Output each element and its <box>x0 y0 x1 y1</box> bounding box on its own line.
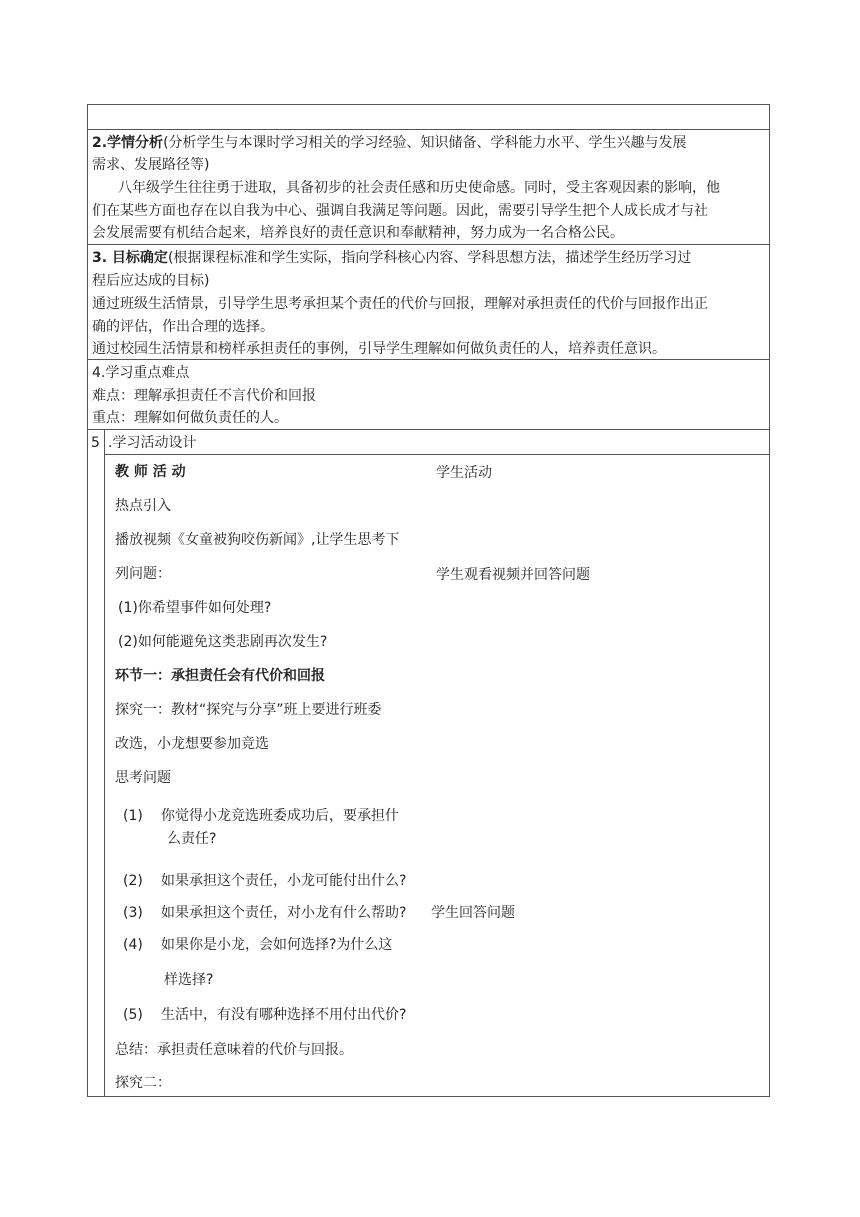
section2-body-line: 八年级学生往往勇于进取，具备初步的社会责任感和历史使命感。同时，受主客观因素的影响，他 <box>118 180 720 196</box>
teacher-section-heading: 环节一：承担责任会有代价和回报 <box>115 668 325 684</box>
section5-number: 5 <box>91 435 100 451</box>
teacher-activity-header: 教 师 活 动 <box>115 464 186 480</box>
question-number: (2) <box>123 873 143 889</box>
question-text: 如果承担这个责任，小龙可能付出什么? <box>161 873 407 889</box>
teacher-line: 列问题： <box>115 566 171 582</box>
question-text: 样选择? <box>164 972 214 988</box>
section4-key-point: 重点：理解如何做负责任的人。 <box>92 410 288 426</box>
column-divider <box>104 429 105 1097</box>
section5-title: .学习活动设计 <box>108 435 197 451</box>
teacher-line: 改选，小龙想要参加竞选 <box>115 736 269 752</box>
teacher-line: 热点引入 <box>115 498 171 514</box>
question-text: 你觉得小龙竞选班委成功后，要承担什 <box>161 808 399 824</box>
section3-note-cont: 程后应达成的目标) <box>92 273 210 289</box>
question-text: 生活中，有没有哪种选择不用付出代价? <box>161 1007 407 1023</box>
student-activity-header: 学生活动 <box>436 465 492 481</box>
row-divider <box>87 359 770 360</box>
section3-note: (根据课程标准和学生实际，指向学科核心内容、学科思想方法，描述学生经历学习过 <box>167 250 692 266</box>
question-number: (1) <box>123 808 143 824</box>
section2-body-line: 会发展需要有机结合起来，培养良好的责任意识和奉献精神，努力成为一名合格公民。 <box>92 225 624 241</box>
student-line: 学生观看视频并回答问题 <box>436 567 590 583</box>
teacher-line: 探究一：教材“探究与分享”班上要进行班委 <box>115 702 382 718</box>
section2-note-cont: 需求、发展路径等) <box>92 157 210 173</box>
teacher-line: (1)你希望事件如何处理? <box>118 600 272 616</box>
teacher-line: (2)如何能避免这类悲剧再次发生? <box>118 634 328 650</box>
section3-goal-line: 通过班级生活情景，引导学生思考承担某个责任的代价与回报，理解对承担责任的代价与回报作出正 <box>92 296 708 312</box>
teacher-line: 思考问题 <box>115 770 171 786</box>
explore-two-line: 探究二： <box>115 1075 171 1091</box>
section2-title: 2.学情分析 <box>92 135 164 151</box>
teacher-line: 播放视频《女童被狗咬伤新闻》,让学生思考下 <box>115 532 400 548</box>
row-divider <box>87 429 770 430</box>
section2-note: (分析学生与本课时学习相关的学习经验、知识储备、学科能力水平、学生兴趣与发展 <box>163 135 687 151</box>
question-number: (5) <box>123 1007 143 1023</box>
section4-difficulty: 难点：理解承担责任不言代价和回报 <box>92 388 316 404</box>
summary-line: 总结：承担责任意味着的代价与回报。 <box>115 1042 353 1058</box>
question-text: 如果你是小龙，会如何选择?为什么这 <box>161 937 393 953</box>
question-text: 如果承担这个责任，对小龙有什么帮助? <box>161 905 407 921</box>
section3-goal-line: 确的评估，作出合理的选择。 <box>92 319 274 335</box>
section2-heading <box>92 133 687 153</box>
row-divider <box>104 454 770 455</box>
section3-title: 3. 目标确定 <box>92 250 168 266</box>
question-number: (4) <box>123 937 143 953</box>
student-line: 学生回答问题 <box>431 905 515 921</box>
row-divider <box>87 244 770 245</box>
row-divider <box>87 129 770 130</box>
section3-goal-line: 通过校园生活情景和榜样承担责任的事例，引导学生理解如何做负责任的人，培养责任意识。 <box>92 341 666 357</box>
question-number: (3) <box>123 905 143 921</box>
section3-heading <box>92 248 691 268</box>
question-text: 么责任? <box>167 831 217 847</box>
section4-title: 4.学习重点难点 <box>92 365 190 381</box>
section2-body-line: 们在某些方面也存在以自我为中心、强调自我满足等问题。因此，需要引导学生把个人成长成才与社 <box>92 203 708 219</box>
